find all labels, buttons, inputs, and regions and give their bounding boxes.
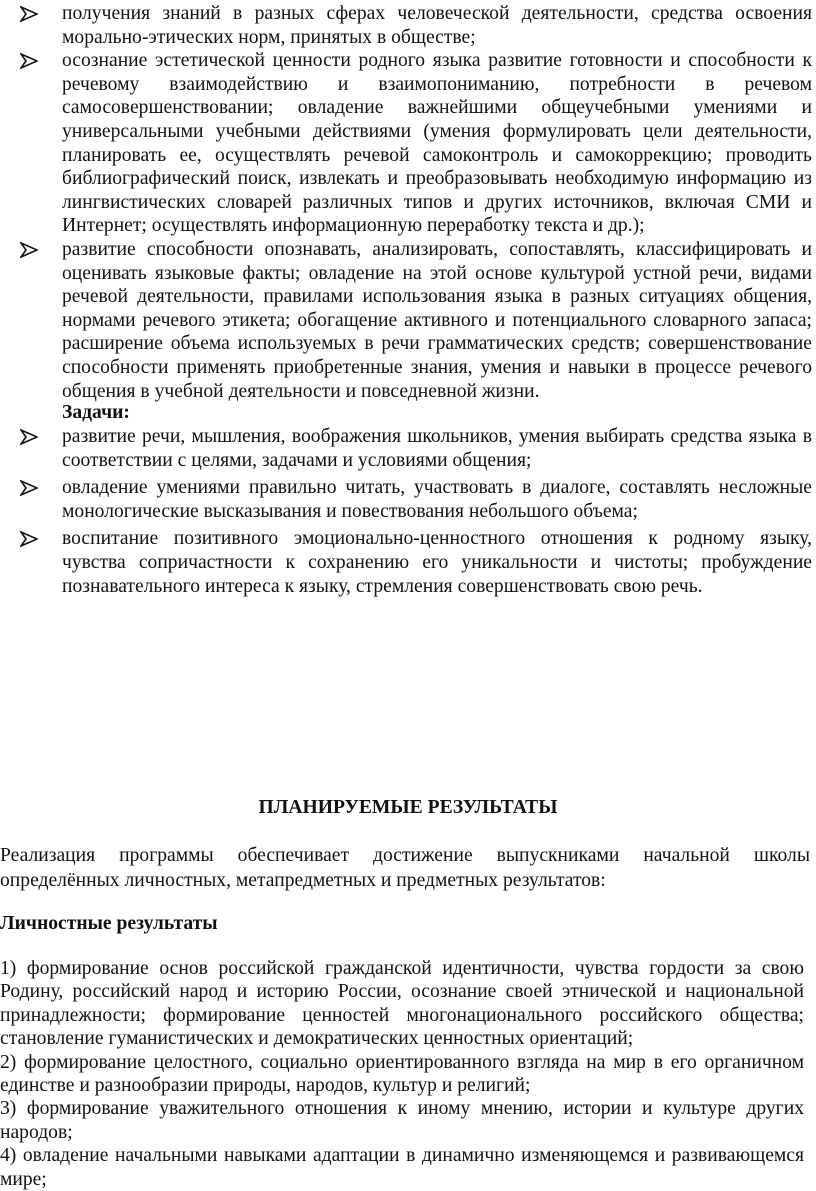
list-item-text: получения знаний в разных сферах человеческой деятельности, средства освоения морально-этических норм, принятых в обществе; [62, 3, 812, 48]
arrow-bullet-icon [20, 6, 38, 22]
arrow-bullet-icon [20, 480, 38, 496]
list-item: 2) формирование целостного, социально ориентированного взгляда на мир в его органичном единстве и разнообразии природы, народов, культур и религий; [0, 1051, 804, 1097]
list-item-text: овладение умениями правильно читать, участвовать в диалоге, составлять несложные монологические высказывания и повествования небольшого объема; [62, 477, 812, 522]
list-item-text: развитие речи, мышления, воображения школьников, умения выбирать средства языка в соответствии с целями, задачами и условиями общения; [62, 426, 812, 471]
personal-results-list [0, 957, 810, 1191]
list-item-text: воспитание позитивного эмоционально-ценностного отношения к родному языку, чувства сопричастности к сохранению его уникальности и чистоты; пробуждение познавательного интереса к языку, стремления совершенствовать свою речь. [62, 528, 812, 597]
list-item-text: развитие способности опознавать, анализировать, сопоставлять, классифицировать и оценивать языковые факты; овладение на этой основе культурой устной речи, видами речевой деятельности, правилами использования языка в разных ситуациях общения, нормами речевого этикета; обогащение активного и потенциального словарного запаса; расширение объема используемых в речи грамматических средств; совершенствование способности применять приобретенные знания, умения и навыки в процессе речевого общения в учебной деятельности и повседневной жизни. [62, 238, 812, 402]
list-item-text: осознание эстетической ценности родного языка развитие готовности и способности к речевому взаимодействию и взаимопониманию, потребности в речевом самосовершенствовании; овладение важнейшими общеучебными умениями и универсальными учебными действиями (умения формулировать цели деятельности, планировать ее, осуществлять речевой самоконтроль и самокоррекцию; проводить библиографический поиск, извлекать и преобразовывать необходимую информацию из лингвистических словарей различных типов и других источников, включая СМИ и Интернет; осуществлять информационную переработку текста и др.); [62, 50, 812, 237]
arrow-bullet-icon [20, 242, 38, 258]
list-item: 1) формирование основ российской гражданской идентичности, чувства гордости за свою Родину, российский народ и историю России, осознание своей этнической и национальной принадлежности; формирование ценностей многонационального российского общества; становление гуманистических и демократических ценностных ориентаций; [0, 958, 804, 1050]
list-item [0, 49, 816, 238]
results-intro: Реализация программы обеспечивает достижение выпускниками начальной школы определённых личностных, метапредметных и предметных результатов: [0, 845, 810, 891]
list-item [0, 476, 816, 523]
tasks-heading: Задачи: [62, 402, 130, 423]
arrow-bullet-icon [20, 53, 38, 69]
arrow-bullet-icon [20, 531, 38, 547]
list-item: 4) овладение начальными навыками адаптации в динамично изменяющемся и развивающемся мире; [0, 1145, 804, 1190]
list-item [0, 425, 816, 472]
tasks-list [0, 425, 816, 598]
arrow-bullet-icon [20, 429, 38, 445]
personal-results-heading: Личностные результаты [0, 913, 218, 934]
list-item: 3) формирование уважительного отношения к иному мнению, истории и культуре других народов; [0, 1098, 804, 1143]
list-item [0, 238, 816, 403]
list-item [0, 2, 816, 49]
goals-list [0, 2, 816, 403]
list-item [0, 527, 816, 598]
section-title: ПЛАНИРУЕМЫЕ РЕЗУЛЬТАТЫ [258, 797, 558, 818]
